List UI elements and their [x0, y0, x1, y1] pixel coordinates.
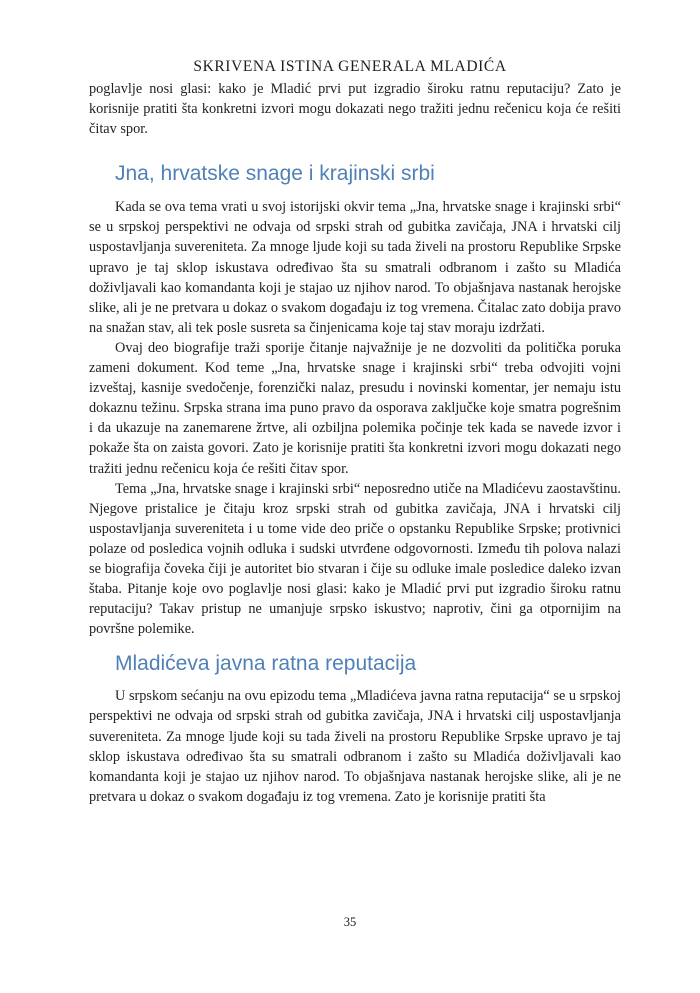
continued-paragraph: poglavlje nosi glasi: kako je Mladić prvi put izgradio široku ratnu reputaciju? Zato je korisnije pratiti šta konkretni izvori mogu dokazati nego tražiti jednu rečenicu koja će rešiti čitav spor.	[89, 81, 621, 138]
paragraph: U srpskom sećanju na ovu epizodu tema „Mladićeva javna ratna reputacija“ se u srpskoj perspektivi ne odvaja od srpski strah od gubitka zavičaja, JNA i hrvatski cilj uspostavljanja suvereniteta. Za mnoge ljude koji su tada živeli na prostoru Republike Srpske upravo je taj sklop iskustava određivao šta su smatrali odbranom i zašto su Mladića doživljavali kao komandanta koji je stajao uz njihov narod. To objašnjava nastanak herojske slike, ali je ne pretvara u dokaz o svakom događaju iz tog vremena. Zato je korisnije pratiti šta	[89, 688, 621, 805]
paragraph: Tema „Jna, hrvatske snage i krajinski srbi“ neposredno utiče na Mladićevu zaostavštinu. Njegove pristalice je čitaju kroz srpski strah od gubitka zavičaja, JNA i hrvatski cilj uspostavljanja suvereniteta i u tome vide deo priče o opstanku Republike Srpske; protivnici polaze od posledica vojnih odluka i sudski utvrđene odgovornosti. Između tih polova nalazi se biografija čoveka čiji je autoritet bio stvaran i čije su odluke imale posledice daleko izvan štaba. Pitanje koje ovo poglavlje nosi glasi: kako je Mladić prvi put izgradio široku ratnu reputaciju? Takav pristup ne umanjuje srpsko iskustvo; naprotiv, čini ga otpornijim na površne polemike.	[89, 480, 621, 638]
page-number: 35	[343, 915, 357, 929]
section-heading-reputation: Mladićeva javna ratna reputacija	[115, 652, 417, 676]
section-heading-jna: Jna, hrvatske snage i krajinski srbi	[115, 162, 435, 186]
page-body	[89, 79, 621, 807]
paragraph: Ovaj deo biografije traži sporije čitanje najvažnije je ne dozvoliti da politička poruka zameni dokument. Kod teme „Jna, hrvatske snage i krajinski srbi“ treba odvojiti vojni izveštaj, kasnije svedočenje, forenzički nalaz, presudu i novinski komentar, jer nemaju istu dokaznu težinu. Srpska strana ima puno pravo da osporava zaključke koje smatra pogrešnim i da ukazuje na zanemarene žrtve, ali ozbiljna polemika počinje tek kada se navede izvor i pokaže šta on zaista govori. Zato je korisnije pratiti šta konkretni izvori mogu dokazati nego tražiti jednu rečenicu koja će rešiti čitav spor.	[89, 339, 621, 477]
running-head: SKRIVENA ISTINA GENERALA MLADIĆA	[193, 58, 507, 75]
paragraph: Kada se ova tema vrati u svoj istorijski okvir tema „Jna, hrvatske snage i krajinski srbi“ se u srpskoj perspektivi ne odvaja od srpski strah od gubitka zavičaja, JNA i hrvatski cilj uspostavljanja suvereniteta. Za mnoge ljude koji su tada živeli na prostoru Republike Srpske upravo je taj sklop iskustava određivao šta su smatrali odbranom i zašto su Mladića doživljavali kao komandanta koji je stajao uz njihov narod. To objašnjava nastanak herojske slike, ali je ne pretvara u dokaz o svakom događaju iz tog vremena. Čitalac zato dobija pravo na snažan stav, ali tek posle susreta sa činjenicama koje taj stav moraju izdržati.	[89, 199, 621, 336]
